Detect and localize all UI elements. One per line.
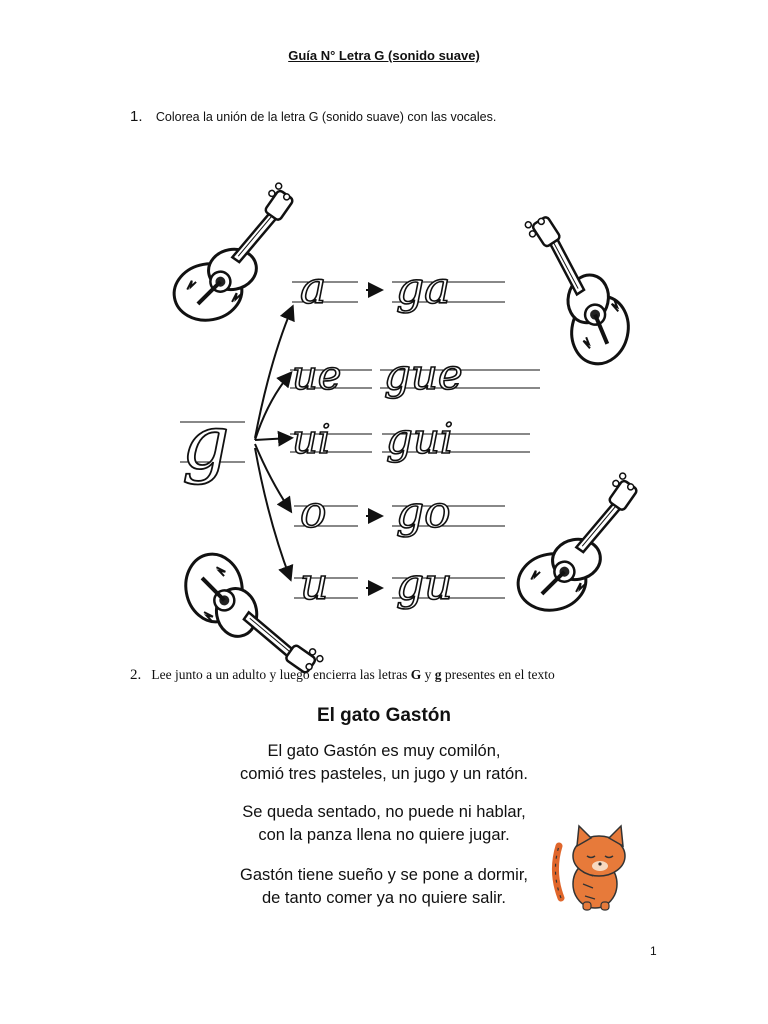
source-letter: g bbox=[182, 400, 230, 486]
poem-line: Se queda sentado, no puede ni hablar, bbox=[242, 803, 526, 821]
question-2-text-before: Lee junto a un adulto y luego encierra las letras bbox=[151, 667, 408, 682]
poem-title: El gato Gastón bbox=[316, 705, 452, 726]
syllable-go: go bbox=[396, 487, 451, 538]
page-number: 1 bbox=[650, 944, 657, 958]
syllable-gui: gui bbox=[386, 414, 454, 463]
poem-line: El gato Gastón es muy comilón, bbox=[267, 742, 501, 760]
poem-line: comió tres pasteles, un jugo y un ratón. bbox=[240, 765, 528, 783]
poem-stanza-3 bbox=[0, 864, 768, 910]
poem-stanza-1 bbox=[0, 740, 768, 786]
row-go bbox=[294, 487, 505, 538]
poem-line: con la panza llena no quiere jugar. bbox=[258, 826, 510, 844]
row-gui bbox=[290, 414, 530, 463]
vowel-ui: ui bbox=[292, 417, 331, 463]
question-2-conj: y bbox=[424, 667, 432, 682]
guitar-icon bbox=[158, 181, 312, 325]
question-1-text: Colorea la unión de la letra G (sonido suave) con las vocales. bbox=[155, 110, 497, 124]
question-2 bbox=[130, 667, 555, 684]
syllable-gue: gue bbox=[384, 350, 463, 399]
question-2-number: 2. bbox=[130, 667, 142, 683]
row-gue bbox=[290, 350, 540, 399]
syllable-gu: gu bbox=[396, 559, 453, 610]
question-2-text-after: presentes en el texto bbox=[444, 667, 555, 682]
question-1-number: 1. bbox=[130, 108, 143, 125]
branch-arrows bbox=[255, 308, 292, 578]
poem-line: de tanto comer ya no quiere salir. bbox=[262, 889, 506, 907]
vowel-o: o bbox=[300, 487, 327, 538]
poem-line: Gastón tiene sueño y se pone a dormir, bbox=[239, 866, 528, 884]
syllable-ga: ga bbox=[396, 263, 451, 314]
question-2-letter-lower: g bbox=[434, 667, 442, 682]
poem-stanza-2 bbox=[0, 801, 768, 847]
page-title: Guía N° Letra G (sonido suave) bbox=[288, 48, 480, 63]
guitar-icon bbox=[502, 471, 656, 615]
vowel-ue: ue bbox=[292, 353, 342, 399]
row-gu bbox=[294, 559, 505, 610]
vowel-a: a bbox=[300, 263, 327, 314]
question-2-letter-upper: G bbox=[410, 667, 422, 682]
guitar-icon bbox=[500, 212, 648, 369]
source-letter-g bbox=[180, 400, 245, 486]
vowel-u: u bbox=[300, 559, 329, 610]
row-ga bbox=[292, 263, 505, 314]
